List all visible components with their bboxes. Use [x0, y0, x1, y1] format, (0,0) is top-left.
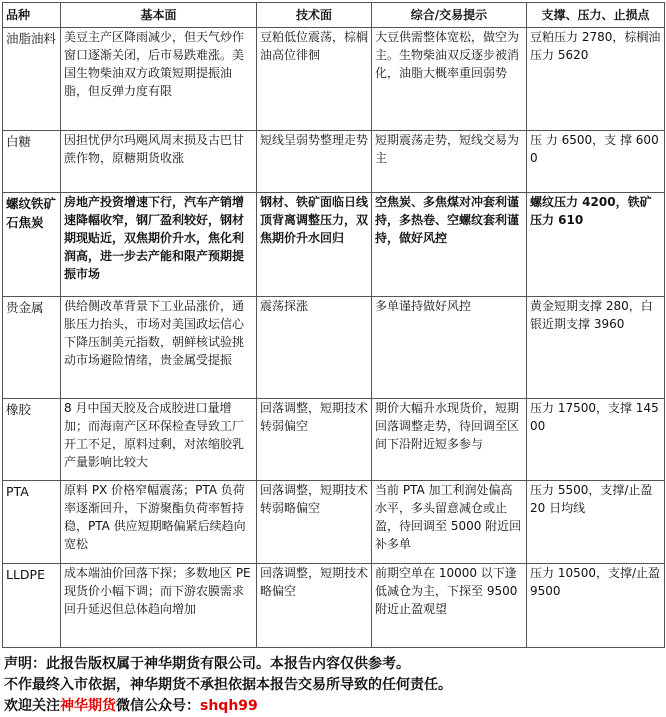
levels-cell: 压力 17500，支撑 14500: [527, 399, 665, 481]
fundamental-cell: 美豆主产区降雨减少，但天气炒作窗口逐渐关闭，后市易跌难涨。美国生物柴油双方政策短期提振油脂，但反弹力度有限: [61, 28, 257, 131]
fundamental-cell: 因担忧伊尔玛飓风周末损及古巴甘蔗作物，原糖期货收涨: [61, 131, 257, 193]
strategy-cell: 空焦炭、多焦煤对冲套利谨持，多热卷、空螺纹套利谨持，做好风控: [372, 193, 527, 297]
category-cell: 贵金属: [3, 297, 61, 399]
levels-cell: 黄金短期支撑 280，白银近期支撑 3960: [527, 297, 665, 399]
fundamental-cell: 供给侧改革背景下工业品涨价，通胀压力抬头，市场对美国政坛信心下降压制美元指数，朝鲜核试验挑动市场避险情绪，贵金属受提振: [61, 297, 257, 399]
category-cell: 白糖: [3, 131, 61, 193]
table-row: [3, 28, 665, 131]
category-cell: PTA: [3, 481, 61, 564]
fundamental-cell: 原料 PX 价格窄幅震荡；PTA 负荷率逐渐回升，下游聚酯负荷率暂持稳，PTA 供应短期略偏紧后续趋向宽松: [61, 481, 257, 564]
levels-cell: 压 力 6500，支 撑 6000: [527, 131, 665, 193]
category-cell: 油脂油料: [3, 28, 61, 131]
table-row: [3, 481, 665, 564]
technical-cell: 回落调整，短期技术转弱略偏空: [257, 481, 372, 564]
strategy-cell: 多单谨持做好风控: [372, 297, 527, 399]
technical-cell: 豆粕低位震荡，棕榈油高位徘徊: [257, 28, 372, 131]
disclaimer: [4, 654, 664, 717]
strategy-cell: 当前 PTA 加工利润处偏高水平，多头留意减仓或止盈，待回调至 5000 附近回补多单: [372, 481, 527, 564]
category-cell: 橡胶: [3, 399, 61, 481]
table-row: [3, 297, 665, 399]
table-row: [3, 193, 665, 297]
wechat-account: shqh99: [200, 698, 258, 714]
strategy-cell: 大豆供需整体宽松，做空为主。生物柴油双反逐步被消化，油脂大概率重回弱势: [372, 28, 527, 131]
fundamental-cell: 成本端油价回落下探；多数地区 PE 现货价小幅下调；而下游农膜需求回升延迟但总体趋向增加: [61, 564, 257, 648]
disclaimer-line-follow: [4, 696, 664, 717]
levels-cell: 压力 5500，支撑/止盈 20 日均线: [527, 481, 665, 564]
header-category: 品种: [3, 3, 61, 28]
fundamental-cell: 8 月中国天胶及合成胶进口量增加；而海南产区环保检查导致工厂开工不足，原料过剩，对浓缩胶乳产量影响比较大: [61, 399, 257, 481]
table-header-row: [3, 3, 665, 28]
strategy-cell: 短期震荡走势，短线交易为主: [372, 131, 527, 193]
follow-prefix: 欢迎关注: [4, 698, 60, 714]
disclaimer-line-copyright: 声明：此报告版权属于神华期货有限公司。本报告内容仅供参考。: [4, 656, 410, 672]
strategy-cell: 前期空单在 10000 以下逢低减仓为主，下探至 9500 附近止盈观望: [372, 564, 527, 648]
header-fundamental: 基本面: [61, 3, 257, 28]
disclaimer-line-liability: 不作最终入市依据，神华期货不承担依据本报告交易所导致的任何责任。: [4, 677, 452, 693]
technical-cell: 回落调整，短期技术转弱偏空: [257, 399, 372, 481]
header-technical: 技术面: [257, 3, 372, 28]
fundamental-cell: 房地产投资增速下行，汽车产销增速降幅收窄，钢厂盈利较好，钢材期现贴近，双焦期价升水，焦化利润高，进一步去产能和限产预期提振市场: [61, 193, 257, 297]
table-row: [3, 131, 665, 193]
brand-name: 神华期货: [60, 698, 116, 714]
follow-wechat-label: 微信公众号：: [116, 698, 200, 714]
technical-cell: 短线呈弱势整理走势: [257, 131, 372, 193]
table-row: [3, 399, 665, 481]
futures-report-table: [2, 2, 665, 648]
levels-cell: 螺纹压力 4200，铁矿压力 610: [527, 193, 665, 297]
levels-cell: 豆粕压力 2780，棕榈油压力 5620: [527, 28, 665, 131]
strategy-cell: 期价大幅升水现货价，短期回落调整走势，待回调至区间下沿附近短多参与: [372, 399, 527, 481]
category-cell: LLDPE: [3, 564, 61, 648]
header-levels: 支撑、压力、止损点: [527, 3, 665, 28]
levels-cell: 压力 10500，支撑/止盈 9500: [527, 564, 665, 648]
table-row: [3, 564, 665, 648]
header-strategy: 综合/交易提示: [372, 3, 527, 28]
category-cell: 螺纹铁矿石焦炭: [3, 193, 61, 297]
technical-cell: 钢材、铁矿面临日线顶背离调整压力，双焦期价升水回归: [257, 193, 372, 297]
technical-cell: 震荡探涨: [257, 297, 372, 399]
technical-cell: 回落调整，短期技术略偏空: [257, 564, 372, 648]
